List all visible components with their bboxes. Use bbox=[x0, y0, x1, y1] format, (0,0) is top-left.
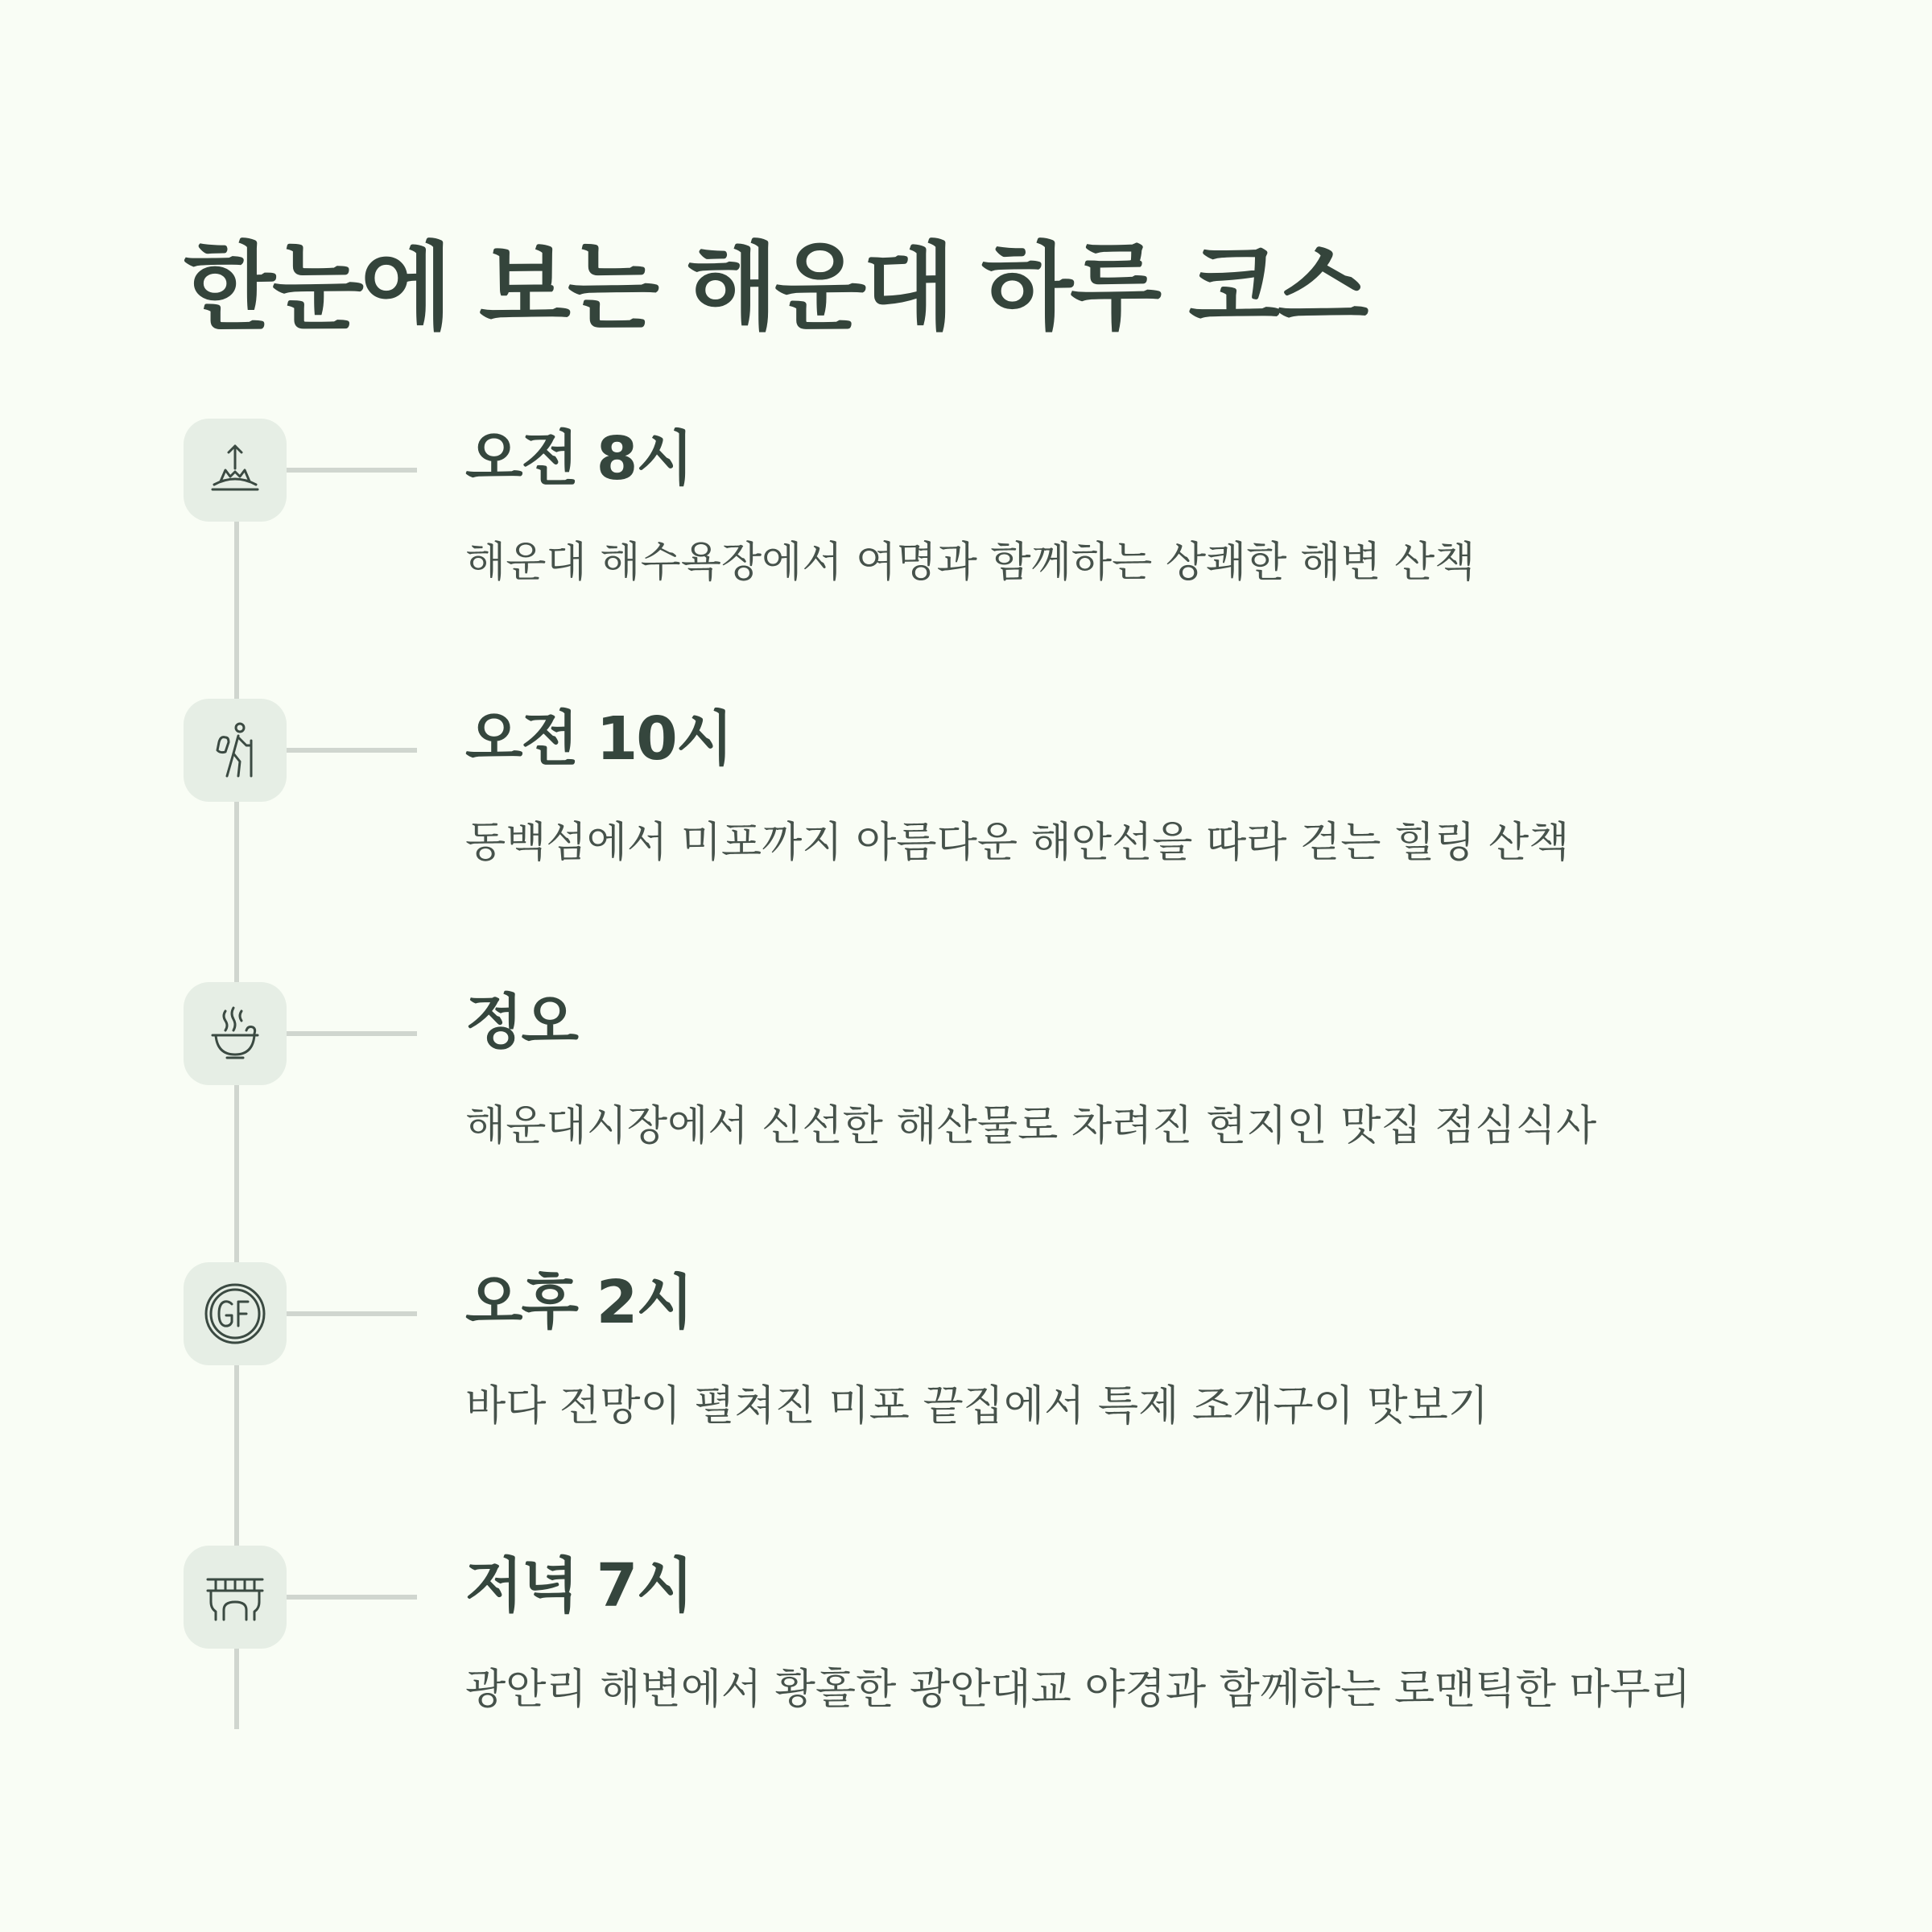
hot-bowl-icon bbox=[201, 1000, 269, 1067]
icon-box bbox=[184, 1262, 287, 1365]
timeline-item bbox=[0, 419, 1932, 628]
time-label: 오전 8시 bbox=[465, 424, 692, 493]
item-connector bbox=[287, 468, 417, 473]
time-label: 오후 2시 bbox=[465, 1268, 692, 1337]
time-label: 정오 bbox=[465, 988, 577, 1057]
timeline-item bbox=[0, 699, 1932, 908]
item-connector bbox=[287, 1595, 417, 1600]
description: 해운대시장에서 신선한 해산물로 차려진 현지인 맛집 점심식사 bbox=[465, 1102, 1597, 1150]
timeline-item bbox=[0, 982, 1932, 1191]
time-label: 오전 10시 bbox=[465, 704, 733, 774]
sunrise-icon bbox=[201, 436, 269, 504]
hiker-icon bbox=[201, 716, 269, 784]
icon-box bbox=[184, 699, 287, 802]
icon-box bbox=[184, 982, 287, 1085]
bridge-icon bbox=[201, 1563, 269, 1631]
item-connector bbox=[287, 1031, 417, 1036]
page-title: 한눈에 보는 해운대 하루 코스 bbox=[184, 232, 1366, 343]
icon-box bbox=[184, 1546, 287, 1649]
item-connector bbox=[287, 1311, 417, 1316]
description: 해운대 해수욕장에서 여명과 함께하는 상쾌한 해변 산책 bbox=[465, 539, 1476, 587]
item-connector bbox=[287, 748, 417, 753]
description: 광안리 해변에서 황홀한 광안대교 야경과 함께하는 로맨틱한 마무리 bbox=[465, 1666, 1691, 1714]
description: 동백섬에서 미포까지 아름다운 해안선을 따라 걷는 힐링 산책 bbox=[465, 819, 1570, 867]
time-label: 저녁 7시 bbox=[465, 1551, 692, 1620]
description: 바다 전망이 펼쳐진 미포 끝집에서 특제 조개구이 맛보기 bbox=[465, 1382, 1489, 1430]
gluten-free-icon bbox=[201, 1280, 269, 1348]
icon-box bbox=[184, 419, 287, 522]
timeline-item bbox=[0, 1262, 1932, 1472]
timeline-item bbox=[0, 1546, 1932, 1755]
